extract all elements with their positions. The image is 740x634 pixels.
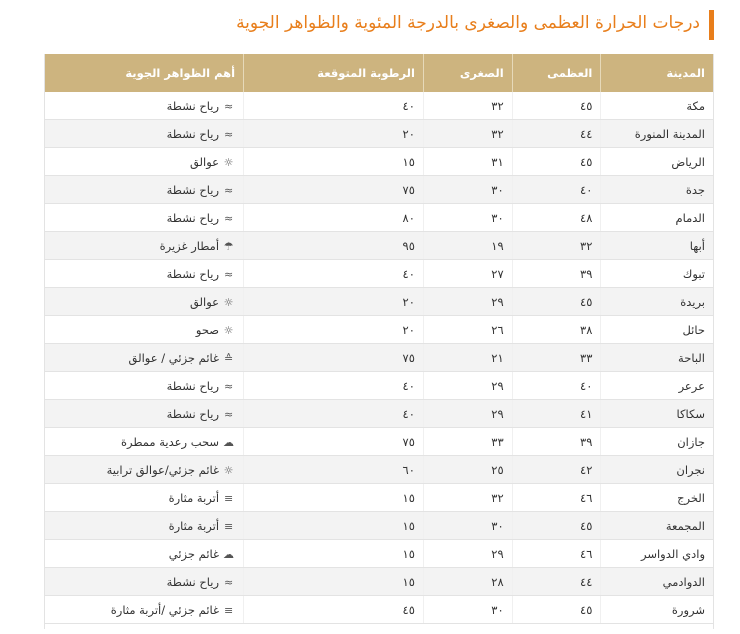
weather-table <box>45 54 713 624</box>
phenomena-label: رياح نشطة <box>166 98 220 113</box>
humidity-cell: ١٥ <box>244 568 424 596</box>
table-row <box>45 288 713 316</box>
header-min-temp: الصغرى <box>423 54 512 92</box>
phenomena-cell <box>45 456 244 484</box>
dust-icon: ≡ <box>223 519 234 533</box>
phenomena-label: غائم جزئي/عوالق ترابية <box>106 462 220 477</box>
phenomena-cell <box>45 288 244 316</box>
phenomena-label: عوالق <box>189 294 220 309</box>
max-temp-cell: ٤٥ <box>512 596 601 624</box>
max-temp-cell: ٤٦ <box>512 484 601 512</box>
city-cell: نجران <box>601 456 713 484</box>
table-row <box>45 596 713 624</box>
page-title-bar <box>236 10 714 40</box>
city-cell: عرعر <box>601 372 713 400</box>
max-temp-cell: ٣٩ <box>512 260 601 288</box>
humidity-cell: ٩٥ <box>244 232 424 260</box>
min-temp-cell: ٢٨ <box>423 568 512 596</box>
table-row <box>45 204 713 232</box>
humidity-cell: ١٥ <box>244 148 424 176</box>
partly-cloudy-haze-icon: ≙ <box>223 351 234 365</box>
thunderstorm-icon: ☁ <box>223 435 235 449</box>
min-temp-cell: ٣٠ <box>423 176 512 204</box>
wind-icon: ≈ <box>223 211 234 225</box>
city-cell: شرورة <box>601 596 713 624</box>
phenomena-label: رياح نشطة <box>166 266 220 281</box>
haze-icon: ☼ <box>223 295 234 309</box>
max-temp-cell: ٤٥ <box>512 288 601 316</box>
title-accent-bar <box>709 10 714 40</box>
table-row <box>45 372 713 400</box>
phenomena-cell <box>45 176 244 204</box>
phenomena-cell <box>45 372 244 400</box>
phenomena-cell <box>45 120 244 148</box>
min-temp-cell: ٢٥ <box>423 456 512 484</box>
min-temp-cell: ٢٧ <box>423 260 512 288</box>
humidity-cell: ٦٠ <box>244 456 424 484</box>
min-temp-cell: ٢٩ <box>423 372 512 400</box>
max-temp-cell: ٤٤ <box>512 568 601 596</box>
table-row <box>45 176 713 204</box>
phenomena-label: أتربة مثارة <box>168 518 220 533</box>
wind-icon: ≈ <box>223 379 234 393</box>
min-temp-cell: ٣٢ <box>423 484 512 512</box>
min-temp-cell: ٢٩ <box>423 400 512 428</box>
min-temp-cell: ٣٠ <box>423 204 512 232</box>
min-temp-cell: ٣٢ <box>423 120 512 148</box>
phenomena-cell <box>45 316 244 344</box>
phenomena-cell <box>45 232 244 260</box>
humidity-cell: ٨٠ <box>244 204 424 232</box>
haze-icon: ☼ <box>223 155 234 169</box>
table-row <box>45 456 713 484</box>
phenomena-label: أتربة مثارة <box>168 490 220 505</box>
city-cell: الدمام <box>601 204 713 232</box>
table-row <box>45 120 713 148</box>
phenomena-label: رياح نشطة <box>166 126 220 141</box>
header-max-temp: العظمى <box>512 54 601 92</box>
max-temp-cell: ٤٦ <box>512 540 601 568</box>
phenomena-label: غائم جزئي <box>168 546 220 561</box>
dust-icon: ≡ <box>223 603 234 617</box>
city-cell: حائل <box>601 316 713 344</box>
max-temp-cell: ٤٥ <box>512 512 601 540</box>
min-temp-cell: ١٩ <box>423 232 512 260</box>
phenomena-cell <box>45 568 244 596</box>
table-frame-right <box>713 54 714 629</box>
phenomena-cell <box>45 540 244 568</box>
max-temp-cell: ٣٢ <box>512 232 601 260</box>
humidity-cell: ٤٠ <box>244 260 424 288</box>
city-cell: الرياض <box>601 148 713 176</box>
humidity-cell: ٤٥ <box>244 596 424 624</box>
humidity-cell: ٧٥ <box>244 176 424 204</box>
wind-icon: ≈ <box>223 183 234 197</box>
phenomena-label: صحو <box>195 322 220 337</box>
phenomena-label: رياح نشطة <box>166 574 220 589</box>
city-cell: تبوك <box>601 260 713 288</box>
city-cell: الدوادمي <box>601 568 713 596</box>
page-title: درجات الحرارة العظمى والصغرى بالدرجة المئوية والظواهر الجوية <box>236 13 700 33</box>
table-row <box>45 568 713 596</box>
table-header-row <box>45 54 713 92</box>
humidity-cell: ٢٠ <box>244 316 424 344</box>
sun-icon: ☼ <box>223 323 234 337</box>
wind-icon: ≈ <box>223 407 234 421</box>
max-temp-cell: ٣٣ <box>512 344 601 372</box>
phenomena-label: عوالق <box>189 154 220 169</box>
humidity-cell: ١٥ <box>244 512 424 540</box>
phenomena-label: رياح نشطة <box>166 210 220 225</box>
partly-cloudy-icon: ☁ <box>223 547 235 561</box>
header-humidity: الرطوبة المتوقعة <box>244 54 424 92</box>
phenomena-cell <box>45 148 244 176</box>
dust-icon: ≡ <box>223 491 234 505</box>
phenomena-cell <box>45 596 244 624</box>
header-phenomena: أهم الظواهر الجوية <box>45 54 244 92</box>
table-body <box>45 92 713 624</box>
table-row <box>45 316 713 344</box>
table-row <box>45 92 713 120</box>
phenomena-cell <box>45 484 244 512</box>
phenomena-label: غائم جزئي /أتربة مثارة <box>110 602 220 617</box>
city-cell: المجمعة <box>601 512 713 540</box>
min-temp-cell: ٣٠ <box>423 512 512 540</box>
phenomena-label: غائم جزئي / عوالق <box>128 350 220 365</box>
phenomena-cell <box>45 428 244 456</box>
table-row <box>45 512 713 540</box>
humidity-cell: ٤٠ <box>244 92 424 120</box>
header-city: المدينة <box>601 54 713 92</box>
phenomena-label: أمطار غزيرة <box>159 238 220 253</box>
phenomena-label: سحب رعدية ممطرة <box>120 434 220 449</box>
min-temp-cell: ٣٢ <box>423 92 512 120</box>
city-cell: سكاكا <box>601 400 713 428</box>
max-temp-cell: ٤٥ <box>512 92 601 120</box>
table-row <box>45 484 713 512</box>
table-row <box>45 540 713 568</box>
phenomena-label: رياح نشطة <box>166 406 220 421</box>
min-temp-cell: ٣٠ <box>423 596 512 624</box>
wind-icon: ≈ <box>223 575 234 589</box>
max-temp-cell: ٤٠ <box>512 176 601 204</box>
table-row <box>45 232 713 260</box>
min-temp-cell: ٢١ <box>423 344 512 372</box>
table-row <box>45 428 713 456</box>
city-cell: الباحة <box>601 344 713 372</box>
haze-icon: ☼ <box>223 463 234 477</box>
max-temp-cell: ٤١ <box>512 400 601 428</box>
table-row <box>45 344 713 372</box>
humidity-cell: ٢٠ <box>244 120 424 148</box>
humidity-cell: ١٥ <box>244 540 424 568</box>
humidity-cell: ٤٠ <box>244 372 424 400</box>
max-temp-cell: ٤٤ <box>512 120 601 148</box>
city-cell: وادي الدواسر <box>601 540 713 568</box>
table-row <box>45 148 713 176</box>
rain-icon: ☂ <box>223 239 234 253</box>
city-cell: الخرج <box>601 484 713 512</box>
wind-icon: ≈ <box>223 127 234 141</box>
min-temp-cell: ٣١ <box>423 148 512 176</box>
table-row <box>45 260 713 288</box>
phenomena-cell <box>45 92 244 120</box>
humidity-cell: ٧٥ <box>244 428 424 456</box>
min-temp-cell: ٢٦ <box>423 316 512 344</box>
max-temp-cell: ٤٥ <box>512 148 601 176</box>
max-temp-cell: ٤٢ <box>512 456 601 484</box>
city-cell: جازان <box>601 428 713 456</box>
phenomena-cell <box>45 400 244 428</box>
humidity-cell: ٧٥ <box>244 344 424 372</box>
min-temp-cell: ٢٩ <box>423 288 512 316</box>
wind-icon: ≈ <box>223 267 234 281</box>
phenomena-label: رياح نشطة <box>166 378 220 393</box>
min-temp-cell: ٢٩ <box>423 540 512 568</box>
city-cell: جدة <box>601 176 713 204</box>
phenomena-label: رياح نشطة <box>166 182 220 197</box>
max-temp-cell: ٣٨ <box>512 316 601 344</box>
city-cell: أبها <box>601 232 713 260</box>
humidity-cell: ٢٠ <box>244 288 424 316</box>
city-cell: بريدة <box>601 288 713 316</box>
phenomena-cell <box>45 512 244 540</box>
max-temp-cell: ٤٠ <box>512 372 601 400</box>
city-cell: المدينة المنورة <box>601 120 713 148</box>
table-row <box>45 400 713 428</box>
max-temp-cell: ٤٨ <box>512 204 601 232</box>
min-temp-cell: ٣٣ <box>423 428 512 456</box>
phenomena-cell <box>45 204 244 232</box>
phenomena-cell <box>45 260 244 288</box>
humidity-cell: ١٥ <box>244 484 424 512</box>
city-cell: مكة <box>601 92 713 120</box>
phenomena-cell <box>45 344 244 372</box>
max-temp-cell: ٣٩ <box>512 428 601 456</box>
wind-icon: ≈ <box>223 99 234 113</box>
humidity-cell: ٤٠ <box>244 400 424 428</box>
